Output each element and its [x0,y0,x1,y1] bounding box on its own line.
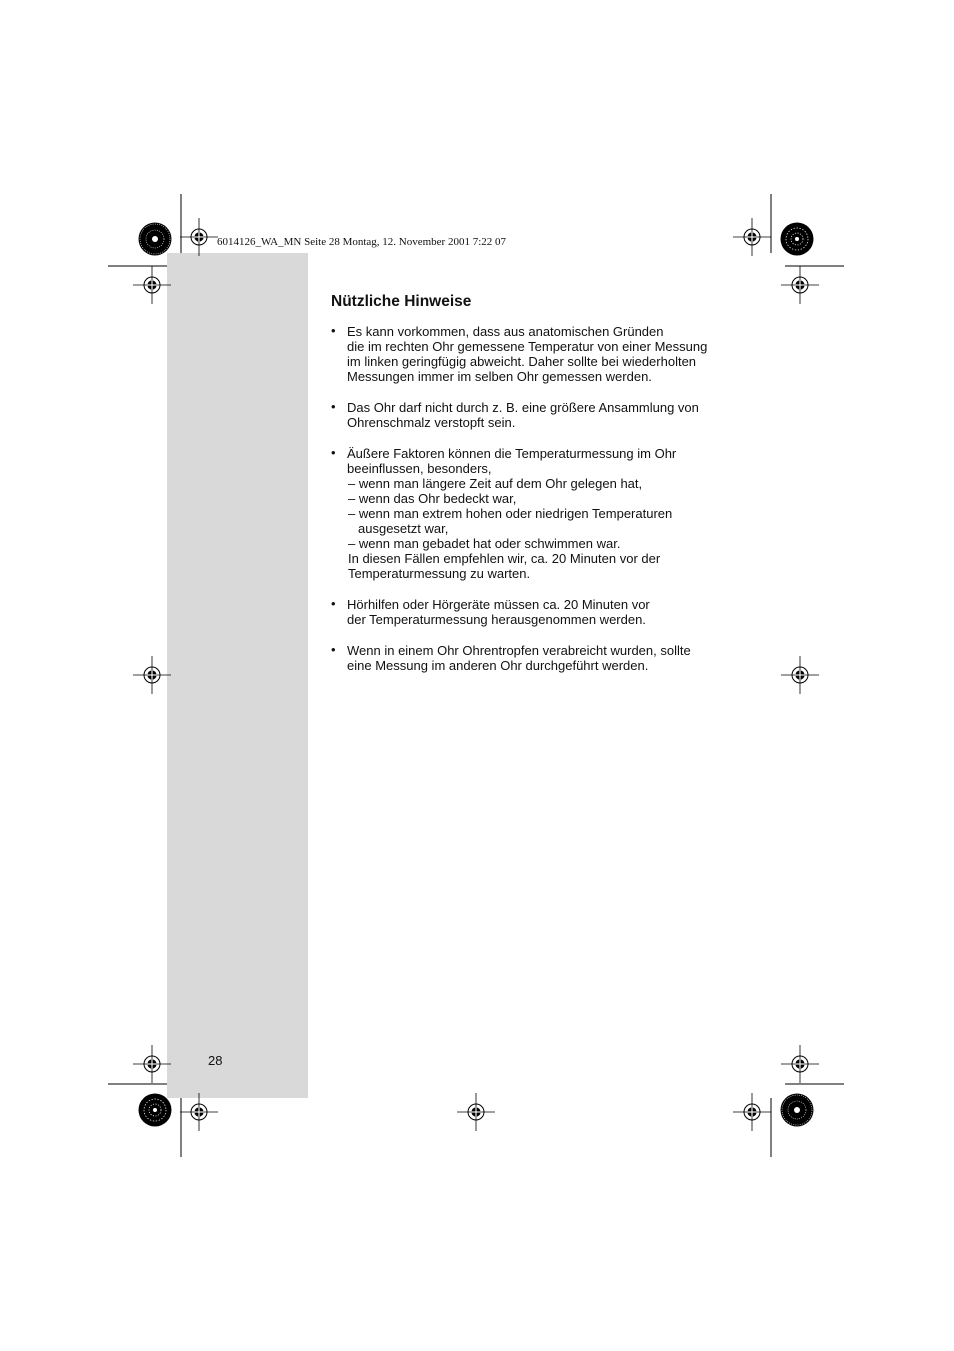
bullet-icon: • [331,642,336,657]
bullet-icon: • [331,323,336,338]
bullet-icon: • [331,596,336,611]
hint-sub-item: – wenn man längere Zeit auf dem Ohr gelegen hat, [348,476,643,491]
hint-line: eine Messung im anderen Ohr durchgeführt werden. [347,658,649,673]
hint-sub-item: – wenn das Ohr bedeckt war, [348,491,517,506]
hint-line: Messungen immer im selben Ohr gemessen werden. [347,369,652,384]
registration-mark-icon [133,266,171,304]
star-target-icon [781,223,814,256]
page-number: 28 [208,1053,223,1068]
bullet-icon: • [331,445,336,460]
hint-line: beeinflussen, besonders, [347,461,492,476]
registration-mark-icon [180,218,218,256]
hint-line: Äußere Faktoren können die Temperaturmessung im Ohr [347,446,677,461]
hint-line: der Temperaturmessung herausgenommen werden. [347,612,646,627]
print-slug-line: 6014126_WA_MN Seite 28 Montag, 12. November 2001 7:22 07 [217,236,507,248]
registration-mark-icon [457,1093,495,1131]
hint-sub-item-continuation: ausgesetzt war, [358,521,449,536]
hint-line: Das Ohr darf nicht durch z. B. eine größere Ansammlung von [347,400,699,415]
registration-mark-icon [180,1093,218,1131]
hint-tail-line: In diesen Fällen empfehlen wir, ca. 20 Minuten vor der [348,551,661,566]
hint-line: Hörhilfen oder Hörgeräte müssen ca. 20 Minuten vor [347,597,650,612]
hint-line: Wenn in einem Ohr Ohrentropfen verabreicht wurden, sollte [347,643,691,658]
hint-line: im linken geringfügig abweicht. Daher sollte bei wiederholten [347,354,697,369]
registration-mark-icon [733,218,771,256]
star-target-icon [781,1094,814,1127]
page-heading: Nützliche Hinweise [331,293,472,310]
registration-mark-icon [781,656,819,694]
hint-sub-item: – wenn man extrem hohen oder niedrigen Temperaturen [348,506,673,521]
registration-mark-icon [133,1045,171,1083]
registration-mark-icon [781,1045,819,1083]
registration-mark-icon [133,656,171,694]
hint-line: Ohrenschmalz verstopft sein. [347,415,516,430]
hint-line: Es kann vorkommen, dass aus anatomischen Gründen [347,324,664,339]
star-target-icon [139,1094,172,1127]
hint-line: die im rechten Ohr gemessene Temperatur von einer Messung [347,339,708,354]
registration-mark-icon [733,1093,771,1131]
star-target-icon [139,223,172,256]
hint-sub-item: – wenn man gebadet hat oder schwimmen war. [348,536,621,551]
hint-tail-line: Temperaturmessung zu warten. [348,566,531,581]
registration-mark-icon [781,266,819,304]
bullet-icon: • [331,399,336,414]
